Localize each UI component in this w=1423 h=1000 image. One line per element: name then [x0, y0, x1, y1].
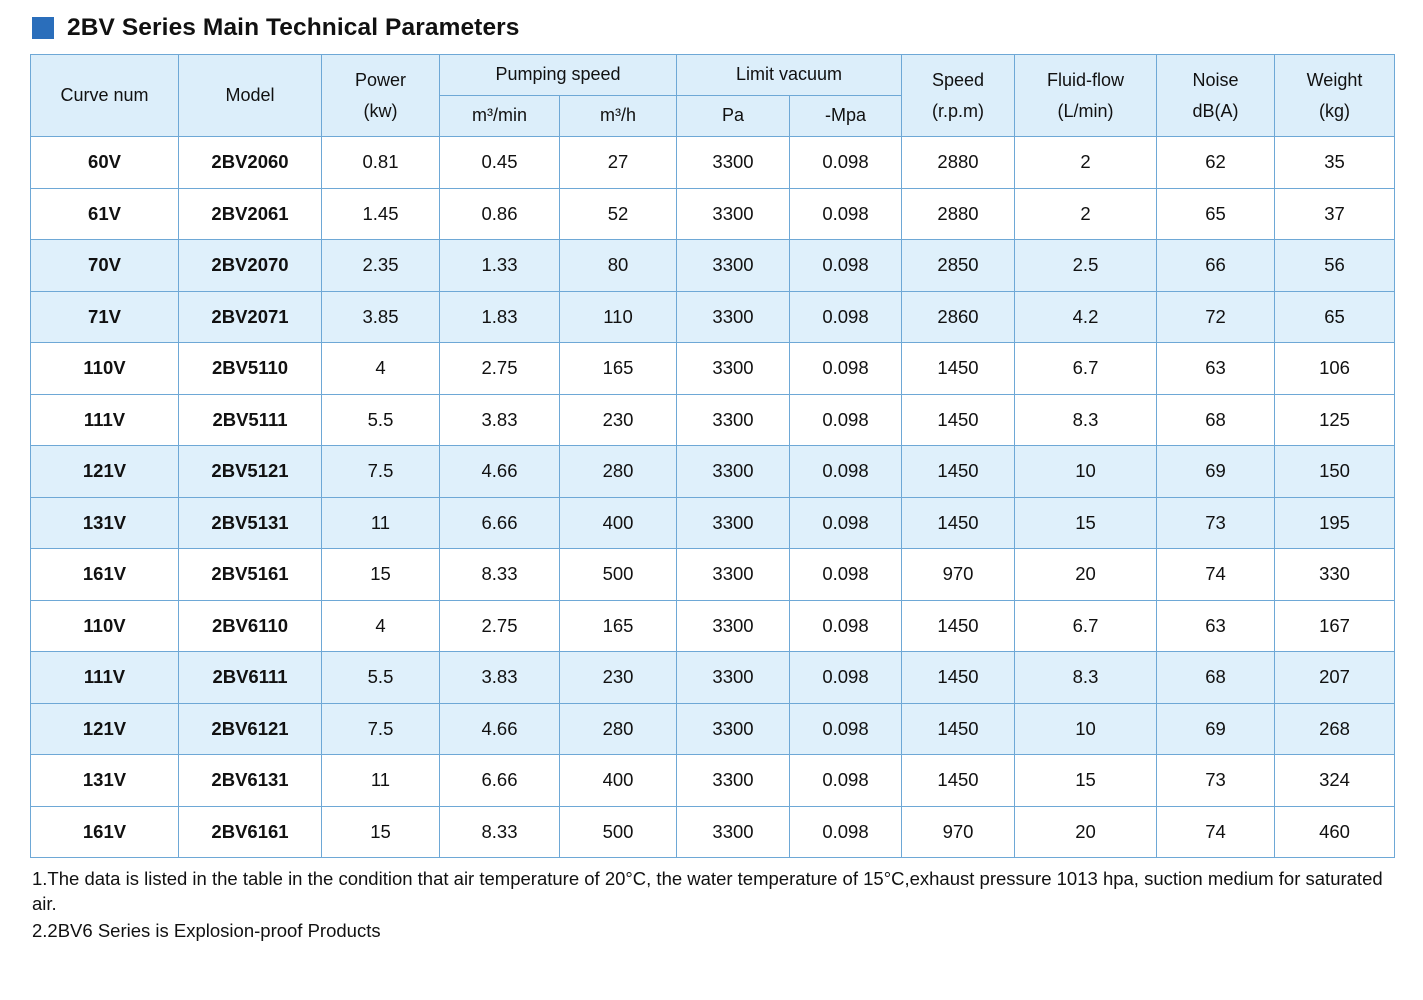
cell-m3min: 6.66 [440, 497, 560, 549]
cell-power: 15 [322, 549, 440, 601]
cell-m3min: 2.75 [440, 343, 560, 395]
cell-m3min: 2.75 [440, 600, 560, 652]
header-speed [902, 55, 1015, 137]
cell-curve-num: 161V [31, 806, 179, 858]
cell-m3h: 400 [560, 755, 677, 807]
header-row-primary [31, 55, 1395, 96]
header-pa: Pa [677, 96, 790, 137]
table-row [31, 652, 1395, 704]
cell-m3h: 27 [560, 137, 677, 189]
header-weight-line1: Weight [1306, 69, 1363, 90]
table-notes [32, 867, 1393, 943]
cell-model: 2BV6121 [179, 703, 322, 755]
cell-power: 11 [322, 497, 440, 549]
cell-fluid-flow: 8.3 [1015, 394, 1157, 446]
cell-noise: 65 [1157, 188, 1275, 240]
cell-m3h: 400 [560, 497, 677, 549]
cell-pa: 3300 [677, 188, 790, 240]
table-header [31, 55, 1395, 137]
header-limit-vacuum: Limit vacuum [677, 55, 902, 96]
cell-mpa: 0.098 [790, 755, 902, 807]
cell-power: 11 [322, 755, 440, 807]
cell-noise: 69 [1157, 703, 1275, 755]
cell-power: 7.5 [322, 703, 440, 755]
header-noise-line2: dB(A) [1192, 100, 1239, 121]
cell-m3h: 110 [560, 291, 677, 343]
cell-power: 15 [322, 806, 440, 858]
cell-model: 2BV6111 [179, 652, 322, 704]
cell-m3min: 4.66 [440, 703, 560, 755]
cell-weight: 37 [1275, 188, 1395, 240]
cell-pa: 3300 [677, 600, 790, 652]
cell-noise: 63 [1157, 600, 1275, 652]
cell-power: 0.81 [322, 137, 440, 189]
cell-speed: 2860 [902, 291, 1015, 343]
table-row [31, 137, 1395, 189]
cell-power: 4 [322, 600, 440, 652]
cell-speed: 1450 [902, 394, 1015, 446]
cell-fluid-flow: 20 [1015, 806, 1157, 858]
cell-curve-num: 70V [31, 240, 179, 292]
cell-model: 2BV6131 [179, 755, 322, 807]
cell-m3h: 165 [560, 600, 677, 652]
table-row [31, 549, 1395, 601]
header-speed-line2: (r.p.m) [932, 100, 984, 121]
cell-m3min: 8.33 [440, 549, 560, 601]
cell-model: 2BV5110 [179, 343, 322, 395]
table-row [31, 600, 1395, 652]
table-row [31, 291, 1395, 343]
table-row [31, 497, 1395, 549]
cell-curve-num: 60V [31, 137, 179, 189]
header-speed-line1: Speed [931, 69, 985, 90]
table-row [31, 188, 1395, 240]
header-fluid-flow [1015, 55, 1157, 137]
cell-weight: 195 [1275, 497, 1395, 549]
cell-model: 2BV6161 [179, 806, 322, 858]
header-noise-line1: Noise [1192, 69, 1239, 90]
cell-pa: 3300 [677, 343, 790, 395]
cell-power: 5.5 [322, 394, 440, 446]
cell-noise: 73 [1157, 497, 1275, 549]
cell-noise: 68 [1157, 652, 1275, 704]
cell-m3min: 0.45 [440, 137, 560, 189]
page-title-text: 2BV Series Main Technical Parameters [67, 14, 520, 41]
cell-speed: 1450 [902, 600, 1015, 652]
cell-pa: 3300 [677, 240, 790, 292]
cell-mpa: 0.098 [790, 703, 902, 755]
cell-speed: 2880 [902, 188, 1015, 240]
header-weight-line2: (kg) [1319, 100, 1350, 121]
header-mpa: -Mpa [790, 96, 902, 137]
header-fluid-flow-line1: Fluid-flow [1046, 69, 1125, 90]
cell-mpa: 0.098 [790, 806, 902, 858]
cell-m3min: 3.83 [440, 394, 560, 446]
cell-power: 2.35 [322, 240, 440, 292]
cell-power: 1.45 [322, 188, 440, 240]
cell-curve-num: 121V [31, 446, 179, 498]
cell-fluid-flow: 8.3 [1015, 652, 1157, 704]
cell-curve-num: 161V [31, 549, 179, 601]
cell-noise: 62 [1157, 137, 1275, 189]
cell-curve-num: 110V [31, 343, 179, 395]
cell-mpa: 0.098 [790, 652, 902, 704]
cell-speed: 1450 [902, 497, 1015, 549]
cell-speed: 1450 [902, 703, 1015, 755]
cell-fluid-flow: 15 [1015, 497, 1157, 549]
cell-speed: 1450 [902, 343, 1015, 395]
cell-curve-num: 71V [31, 291, 179, 343]
cell-m3min: 1.83 [440, 291, 560, 343]
cell-noise: 72 [1157, 291, 1275, 343]
header-power-line2: (kw) [363, 100, 398, 121]
cell-fluid-flow: 2.5 [1015, 240, 1157, 292]
technical-parameters-table [30, 54, 1395, 858]
cell-weight: 207 [1275, 652, 1395, 704]
cell-noise: 63 [1157, 343, 1275, 395]
cell-noise: 73 [1157, 755, 1275, 807]
table-row [31, 806, 1395, 858]
cell-m3h: 230 [560, 652, 677, 704]
header-pumping-speed: Pumping speed [440, 55, 677, 96]
cell-power: 7.5 [322, 446, 440, 498]
cell-pa: 3300 [677, 652, 790, 704]
cell-power: 4 [322, 343, 440, 395]
table-row [31, 703, 1395, 755]
table-row [31, 755, 1395, 807]
cell-m3h: 280 [560, 446, 677, 498]
header-noise [1157, 55, 1275, 137]
cell-fluid-flow: 10 [1015, 446, 1157, 498]
cell-fluid-flow: 2 [1015, 188, 1157, 240]
cell-model: 2BV2061 [179, 188, 322, 240]
cell-weight: 268 [1275, 703, 1395, 755]
cell-m3h: 500 [560, 549, 677, 601]
cell-noise: 74 [1157, 549, 1275, 601]
cell-curve-num: 131V [31, 755, 179, 807]
cell-mpa: 0.098 [790, 497, 902, 549]
cell-model: 2BV5121 [179, 446, 322, 498]
header-model: Model [179, 55, 322, 137]
cell-weight: 324 [1275, 755, 1395, 807]
cell-mpa: 0.098 [790, 291, 902, 343]
cell-weight: 150 [1275, 446, 1395, 498]
note-2: 2.2BV6 Series is Explosion-proof Products [32, 919, 381, 941]
cell-model: 2BV2071 [179, 291, 322, 343]
header-power-line1: Power [354, 69, 407, 90]
cell-weight: 167 [1275, 600, 1395, 652]
cell-weight: 460 [1275, 806, 1395, 858]
cell-pa: 3300 [677, 291, 790, 343]
cell-speed: 970 [902, 806, 1015, 858]
cell-weight: 330 [1275, 549, 1395, 601]
cell-mpa: 0.098 [790, 394, 902, 446]
cell-pa: 3300 [677, 497, 790, 549]
cell-pa: 3300 [677, 703, 790, 755]
table-row [31, 343, 1395, 395]
cell-curve-num: 61V [31, 188, 179, 240]
cell-curve-num: 121V [31, 703, 179, 755]
cell-weight: 65 [1275, 291, 1395, 343]
cell-m3min: 3.83 [440, 652, 560, 704]
square-bullet-icon [32, 17, 54, 39]
cell-m3h: 280 [560, 703, 677, 755]
header-m3h: m³/h [560, 96, 677, 137]
cell-m3h: 500 [560, 806, 677, 858]
cell-pa: 3300 [677, 394, 790, 446]
note-1: 1.The data is listed in the table in the condition that air temperature of 20°C, the water temperature of 15°C,exhaust pressure 1013 hpa, suction medium for saturated air. [32, 868, 1383, 914]
table-row [31, 240, 1395, 292]
header-m3min: m³/min [440, 96, 560, 137]
cell-noise: 68 [1157, 394, 1275, 446]
cell-curve-num: 110V [31, 600, 179, 652]
cell-mpa: 0.098 [790, 188, 902, 240]
cell-pa: 3300 [677, 806, 790, 858]
cell-weight: 56 [1275, 240, 1395, 292]
cell-noise: 74 [1157, 806, 1275, 858]
header-weight [1275, 55, 1395, 137]
cell-m3min: 0.86 [440, 188, 560, 240]
cell-mpa: 0.098 [790, 549, 902, 601]
cell-pa: 3300 [677, 549, 790, 601]
cell-fluid-flow: 6.7 [1015, 600, 1157, 652]
cell-m3min: 8.33 [440, 806, 560, 858]
header-power [322, 55, 440, 137]
table-row [31, 446, 1395, 498]
cell-weight: 125 [1275, 394, 1395, 446]
cell-speed: 1450 [902, 652, 1015, 704]
cell-speed: 970 [902, 549, 1015, 601]
cell-m3min: 1.33 [440, 240, 560, 292]
cell-pa: 3300 [677, 137, 790, 189]
table-row [31, 394, 1395, 446]
cell-model: 2BV6110 [179, 600, 322, 652]
header-fluid-flow-line2: (L/min) [1057, 100, 1114, 121]
cell-mpa: 0.098 [790, 600, 902, 652]
cell-speed: 2850 [902, 240, 1015, 292]
cell-model: 2BV5161 [179, 549, 322, 601]
cell-pa: 3300 [677, 755, 790, 807]
cell-fluid-flow: 2 [1015, 137, 1157, 189]
cell-fluid-flow: 6.7 [1015, 343, 1157, 395]
cell-fluid-flow: 4.2 [1015, 291, 1157, 343]
cell-m3min: 6.66 [440, 755, 560, 807]
cell-pa: 3300 [677, 446, 790, 498]
cell-fluid-flow: 10 [1015, 703, 1157, 755]
cell-mpa: 0.098 [790, 240, 902, 292]
cell-mpa: 0.098 [790, 343, 902, 395]
cell-m3h: 80 [560, 240, 677, 292]
cell-curve-num: 131V [31, 497, 179, 549]
cell-weight: 106 [1275, 343, 1395, 395]
cell-m3h: 230 [560, 394, 677, 446]
cell-mpa: 0.098 [790, 137, 902, 189]
cell-fluid-flow: 15 [1015, 755, 1157, 807]
cell-power: 3.85 [322, 291, 440, 343]
cell-model: 2BV2060 [179, 137, 322, 189]
cell-speed: 1450 [902, 755, 1015, 807]
cell-model: 2BV5131 [179, 497, 322, 549]
cell-speed: 1450 [902, 446, 1015, 498]
cell-curve-num: 111V [31, 394, 179, 446]
cell-m3h: 52 [560, 188, 677, 240]
cell-speed: 2880 [902, 137, 1015, 189]
page-title [32, 14, 1393, 42]
cell-curve-num: 111V [31, 652, 179, 704]
cell-power: 5.5 [322, 652, 440, 704]
cell-model: 2BV5111 [179, 394, 322, 446]
cell-noise: 66 [1157, 240, 1275, 292]
cell-m3min: 4.66 [440, 446, 560, 498]
cell-weight: 35 [1275, 137, 1395, 189]
cell-mpa: 0.098 [790, 446, 902, 498]
table-body [31, 137, 1395, 858]
header-curve-num: Curve num [31, 55, 179, 137]
cell-noise: 69 [1157, 446, 1275, 498]
cell-model: 2BV2070 [179, 240, 322, 292]
cell-fluid-flow: 20 [1015, 549, 1157, 601]
cell-m3h: 165 [560, 343, 677, 395]
